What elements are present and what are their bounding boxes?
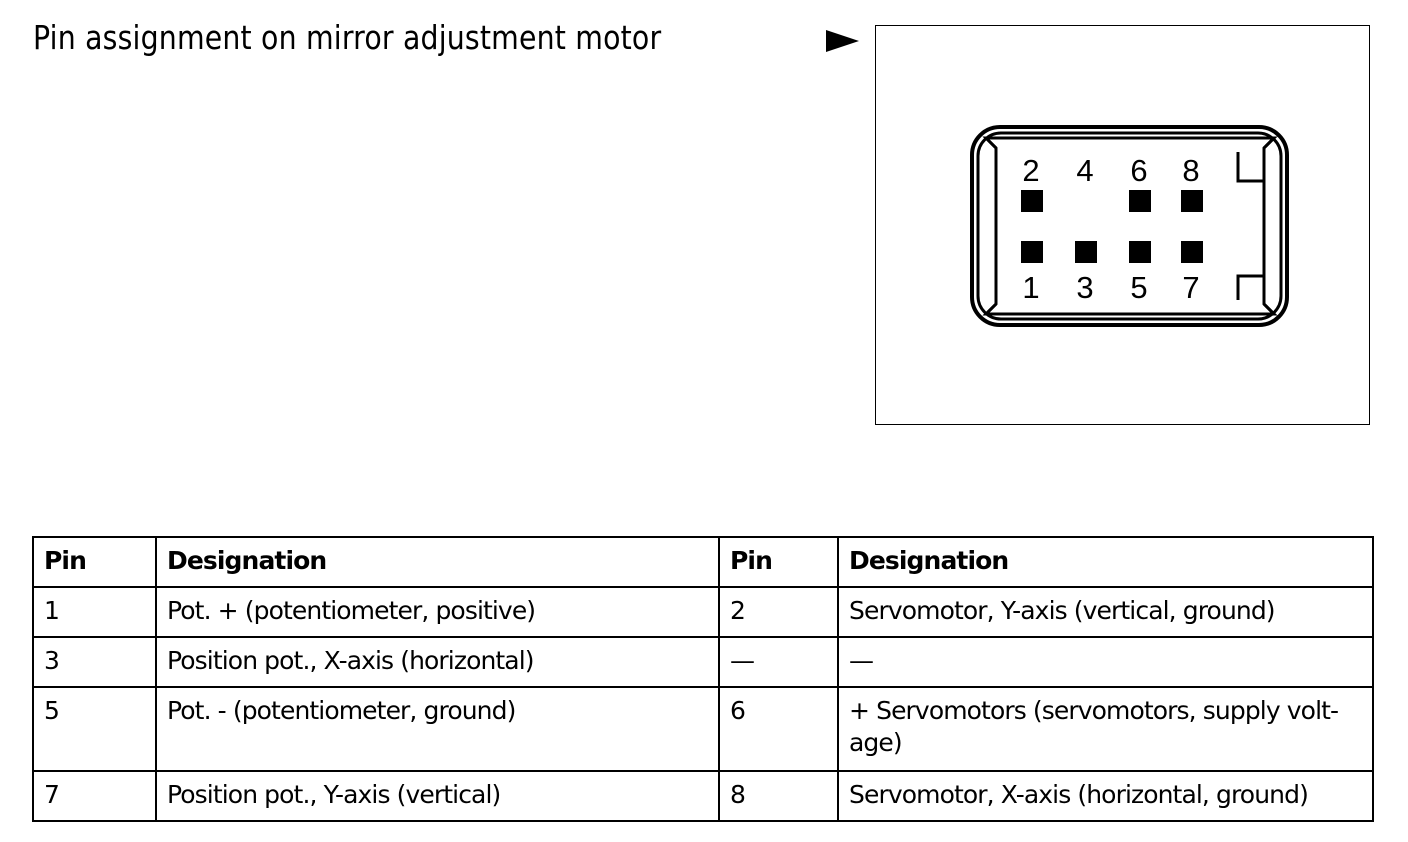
pin-cell: 3: [33, 637, 156, 687]
pin-6: [1129, 190, 1151, 212]
pin-5: [1129, 241, 1151, 263]
connector-figure: [875, 25, 1370, 425]
pin-cell: 6: [719, 687, 838, 771]
header-designation: Designation: [838, 537, 1373, 587]
pin-cell: 1: [33, 587, 156, 637]
pin-assignment-table: [32, 536, 1374, 822]
pin-1: [1021, 241, 1043, 263]
pin-label-3: 3: [1076, 270, 1094, 305]
pin-3: [1075, 241, 1097, 263]
designation-cell: Pot. + (potentiometer, positive): [156, 587, 719, 637]
lower-lock-tab: [1238, 276, 1264, 300]
pin-cell: 5: [33, 687, 156, 771]
table-row: [33, 771, 1373, 821]
designation-cell: Servomotor, X-axis (horizontal, ground): [838, 771, 1373, 821]
designation-cell: Position pot., X-axis (horizontal): [156, 637, 719, 687]
table-row: [33, 587, 1373, 637]
table-row: [33, 637, 1373, 687]
pin-label-1: 1: [1022, 270, 1040, 305]
designation-cell: Position pot., Y-axis (vertical): [156, 771, 719, 821]
pin-label-6: 6: [1130, 153, 1148, 188]
designation-cell: Pot. - (potentiometer, ground): [156, 687, 719, 771]
page-title: Pin assignment on mirror adjustment motor: [33, 18, 662, 57]
pin-label-4: 4: [1076, 153, 1094, 188]
table-row: [33, 687, 1373, 771]
pin-cell: —: [719, 637, 838, 687]
table-header-row: [33, 537, 1373, 587]
pin-8: [1181, 190, 1203, 212]
pin-cell: 2: [719, 587, 838, 637]
header-pin: Pin: [719, 537, 838, 587]
upper-lock-tab: [1238, 152, 1264, 181]
pointer-arrow-icon: [826, 30, 859, 52]
pin-cell: 8: [719, 771, 838, 821]
designation-cell: —: [838, 637, 1373, 687]
pin-label-8: 8: [1182, 153, 1200, 188]
header-designation: Designation: [156, 537, 719, 587]
header-pin: Pin: [33, 537, 156, 587]
pin-cell: 7: [33, 771, 156, 821]
pin-label-5: 5: [1130, 270, 1148, 305]
designation-cell: + Servomotors (servomotors, supply volt-age): [838, 687, 1373, 771]
pin-label-7: 7: [1182, 270, 1200, 305]
pin-7: [1181, 241, 1203, 263]
connector-diagram: [876, 26, 1371, 426]
pin-2: [1021, 190, 1043, 212]
pin-label-2: 2: [1022, 153, 1040, 188]
designation-cell: Servomotor, Y-axis (vertical, ground): [838, 587, 1373, 637]
